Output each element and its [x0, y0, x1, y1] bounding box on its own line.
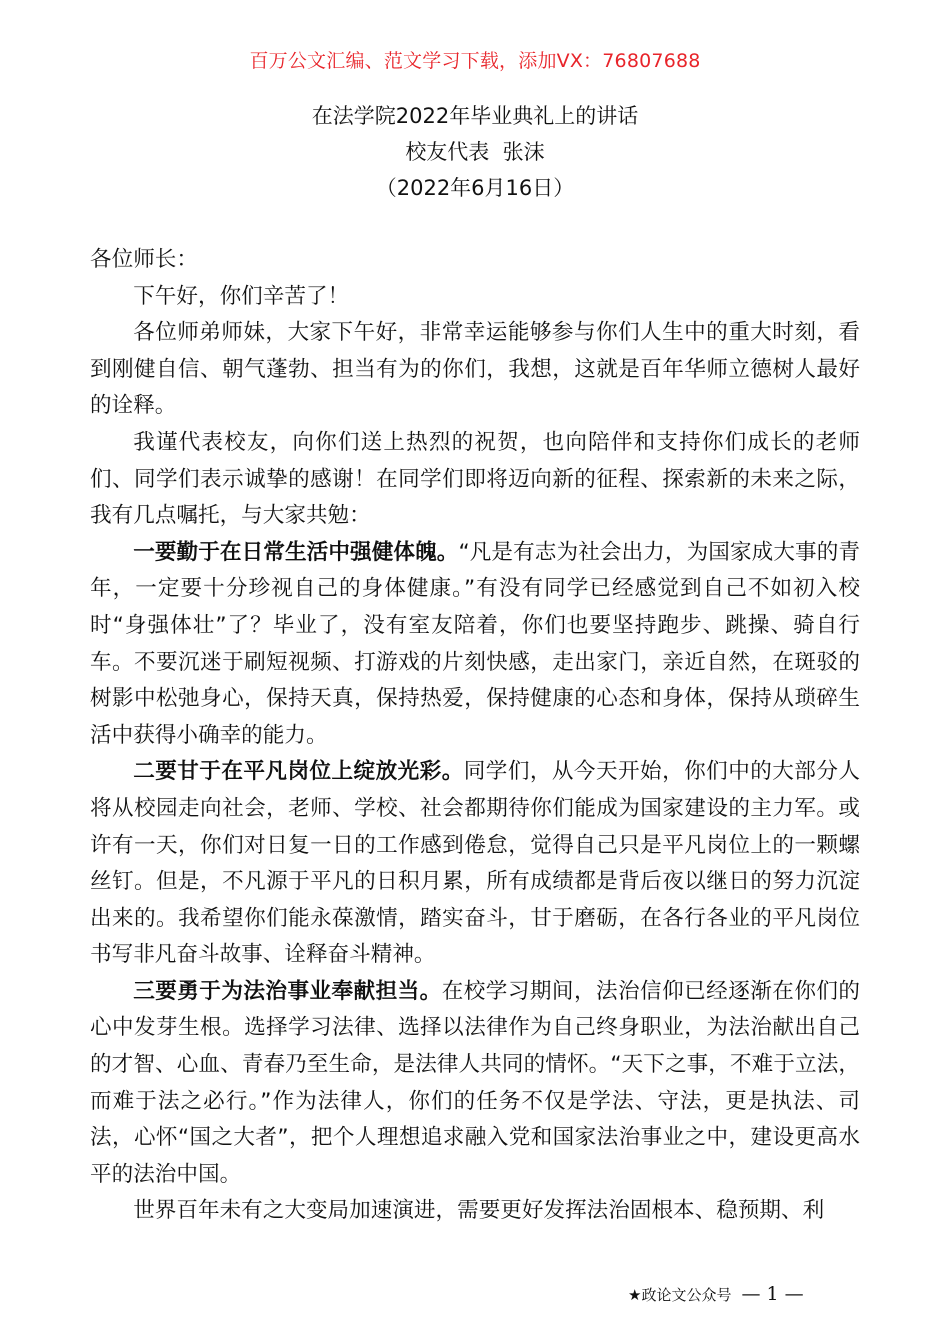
paragraph-1 — [90, 315, 860, 425]
paragraph-text: 同学们，从今天开始，你们中的大部分人将从校园走向社会，老师、学校、社会都期待你们能成为国家建设的主力军。或许有一天，你们对日复一日的工作感到倦怠，觉得自己只是平凡岗位上的一颗螺丝钉。但是，不凡源于平凡的日积月累，所有成绩都是背后夜以继日的努力沉淀出来的。我希望你们能永葆激情，踏实奋斗，甘于磨砺，在各行各业的平凡岗位书写非凡奋斗故事、诠释奋斗精神。 — [90, 759, 860, 968]
speech-body — [90, 242, 860, 1230]
paragraph-text: 各位师弟师妹，大家下午好，非常幸运能够参与你们人生中的重大时刻，看到刚健自信、朝气蓬勃、担当有为的你们，我想，这就是百年华师立德树人最好的诠释。 — [90, 320, 860, 419]
paragraph-lead: 三要勇于为法治事业奉献担当。 — [133, 978, 442, 1004]
paragraph-text: 世界百年未有之大变局加速演进，需要更好发挥法治固根本、稳预期、利 — [133, 1198, 825, 1224]
paragraph-2 — [90, 425, 860, 535]
speech-date: （2022年6月16日） — [375, 176, 575, 200]
paragraph-5 — [90, 974, 860, 1194]
page-number: — 1 — — [741, 1283, 804, 1305]
paragraph-text: “凡是有志为社会出力，为国家成大事的青年，一定要十分珍视自己的身体健康。”有没有同学已经感觉到自己不如初入校时“身强体壮”了？毕业了，没有室友陪着，你们也要坚持跑步、跳操、骑自行车。不要沉迷于刷短视频、打游戏的片刻快感，走出家门，亲近自然，在斑驳的树影中松弛身心，保持天真，保持热爱，保持健康的心态和身体，保持从琐碎生活中获得小确幸的能力。 — [90, 539, 860, 748]
paragraph-3 — [90, 535, 860, 755]
page-footer — [628, 1283, 804, 1305]
paragraph-lead: 二要甘于在平凡岗位上绽放光彩。 — [133, 759, 464, 785]
promo-banner: 百万公文汇编、范文学习下载，添加VX：76807688 — [249, 50, 701, 72]
paragraph-lead: 一要勤于在日常生活中强健体魄。 — [133, 539, 459, 565]
salutation: 各位师长： — [90, 247, 198, 272]
footer-source: ★政论文公众号 — [628, 1286, 732, 1304]
paragraph-4 — [90, 754, 860, 974]
speaker-line: 校友代表 张沫 — [405, 140, 545, 164]
speech-title: 在法学院2022年毕业典礼上的讲话 — [311, 104, 639, 128]
paragraph-text: 在校学习期间，法治信仰已经逐渐在你们的心中发芽生根。选择学习法律、选择以法律作为自己终身职业，为法治献出自己的才智、心血、青春乃至生命，是法律人共同的情怀。“天下之事，不难于立法，而难于法之必行。”作为法律人，你们的任务不仅是学法、守法，更是执法、司法，心怀“国之大者”，把个人理想追求融入党和国家法治事业之中，建设更高水平的法治中国。 — [90, 978, 860, 1187]
greeting: 下午好，你们辛苦了！ — [133, 283, 350, 309]
title-block — [0, 98, 950, 206]
paragraph-6 — [90, 1193, 860, 1230]
paragraph-text: 我谨代表校友，向你们送上热烈的祝贺，也向陪伴和支持你们成长的老师们、同学们表示诚挚的感谢！在同学们即将迈向新的征程、探索新的未来之际，我有几点嘱托，与大家共勉： — [90, 429, 860, 529]
